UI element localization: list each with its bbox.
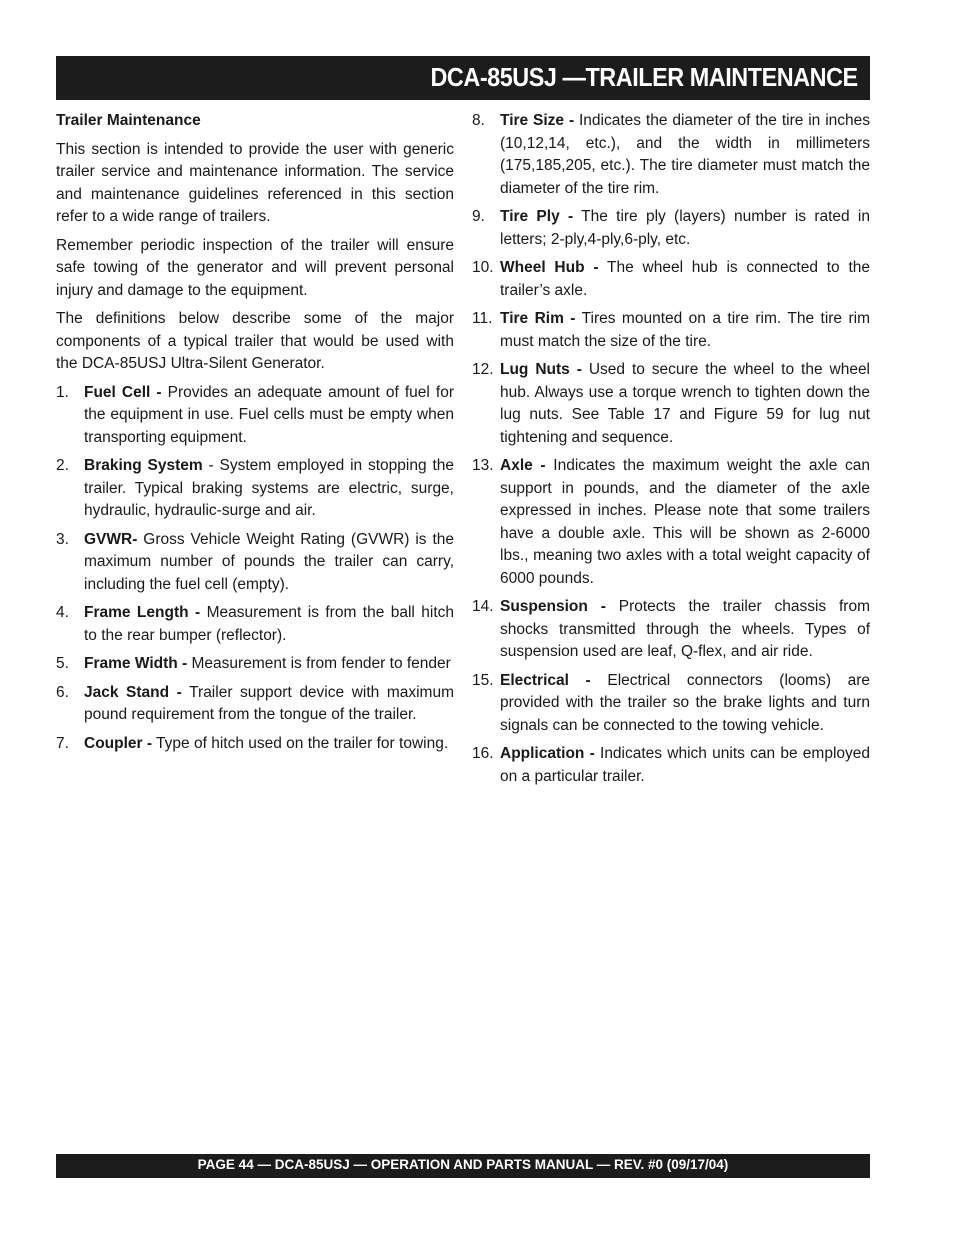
item-text: Indicates which units can be employed on a particular trailer. (500, 745, 870, 785)
item-body (500, 206, 870, 251)
left-column (56, 110, 454, 761)
item-term: Coupler - (84, 734, 153, 752)
item-number: 10. (472, 259, 494, 276)
item-body (84, 653, 454, 676)
item-text: Measurement is from the ball hitch to the rear bumper (reflector). (84, 604, 455, 644)
item-body (500, 110, 870, 200)
item-number: 5. (56, 655, 69, 672)
list-item (472, 670, 870, 738)
item-number: 12. (472, 361, 494, 378)
item-term: Electrical - (500, 671, 591, 689)
item-number: 8. (472, 112, 485, 129)
item-body (500, 308, 870, 353)
item-text: Tires mounted on a tire rim. The tire rim must match the size of the tire. (500, 310, 870, 350)
item-body (84, 529, 454, 597)
item-term: Tire Size - (500, 112, 575, 129)
list-item (56, 455, 454, 523)
inspection-paragraph: Remember periodic inspection of the trailer will ensure safe towing of the generator and will prevent personal injury and damage to the equipment. (56, 236, 454, 299)
item-term: Axle - (500, 457, 546, 474)
item-body (500, 257, 870, 302)
item-number: 6. (56, 683, 69, 701)
item-text: The wheel hub is connected to the trailer’s axle. (500, 259, 870, 299)
item-body (84, 733, 454, 756)
list-item (472, 743, 870, 788)
item-text: The tire ply (layers) number is rated in letters; 2-ply,4-ply,6-ply, etc. (500, 208, 870, 248)
item-term: Lug Nuts - (500, 361, 582, 378)
item-term: Application - (500, 745, 595, 762)
item-body (500, 455, 870, 590)
item-text: Gross Vehicle Weight Rating (GVWR) is the maximum number of pounds the trailer can carry, including the fuel cell (empty). (84, 530, 454, 593)
item-text: Indicates the diameter of the tire in inches (10,12,14, etc.), and the width in millimeters (175,185,205, etc.). The tire diameter must match the diameter of the tire rim. (500, 112, 870, 197)
list-item (56, 529, 454, 597)
item-number: 7. (56, 734, 69, 752)
item-text: Indicates the maximum weight the axle can support in pounds, and the diameter of the axle expressed in inches. Please note that some trailers have a double axle. This will be shown as 2-6000 lbs., meaning two axles with a total weight capacity of 6000 pounds. (500, 457, 870, 587)
item-term: Jack Stand - (84, 683, 182, 701)
list-item (472, 596, 870, 664)
item-term: Tire Ply - (500, 208, 574, 225)
right-column (472, 110, 870, 794)
item-term: Suspension - (500, 598, 606, 615)
item-body (500, 359, 870, 449)
page-footer-bar (56, 1154, 870, 1178)
item-text: Trailer support device with maximum pound requirement from the tongue of the trailer. (84, 683, 454, 723)
item-text: Measurement is from fender to fender (187, 655, 451, 672)
item-body (500, 670, 870, 738)
list-item (56, 602, 454, 647)
item-text: Provides an adequate amount of fuel for the equipment in use. Fuel cells must be empty when transporting equipment. (84, 383, 454, 446)
item-body (500, 743, 870, 788)
item-number: 11. (472, 310, 493, 327)
item-term: Frame Length - (84, 604, 201, 621)
item-number: 9. (472, 208, 485, 225)
item-term: Fuel Cell - (84, 383, 162, 401)
page-footer: PAGE 44 — DCA-85USJ — OPERATION AND PARTS MANUAL — REV. #0 (09/17/04) (197, 1157, 729, 1172)
item-term: Braking System (84, 457, 203, 474)
item-number: 13. (472, 457, 494, 474)
list-item (56, 682, 454, 727)
item-body (500, 596, 870, 664)
item-body (84, 382, 454, 450)
item-number: 2. (56, 457, 69, 474)
item-number: 15. (472, 671, 494, 689)
page-title: DCA-85USJ —TRAILER MAINTENANCE (430, 62, 858, 92)
item-number: 3. (56, 530, 69, 548)
list-item (472, 359, 870, 449)
list-item (472, 455, 870, 590)
item-text: - System employed in stopping the trailer. Typical braking systems are electric, surge, hydraulic, hydraulic-surge and air. (84, 457, 454, 519)
item-text: Type of hitch used on the trailer for towing. (152, 734, 449, 752)
list-item (56, 653, 454, 676)
section-heading: Trailer Maintenance (56, 112, 201, 129)
item-number: 16. (472, 745, 494, 762)
item-term: Tire Rim - (500, 310, 576, 327)
list-item (472, 206, 870, 251)
list-item (56, 733, 454, 756)
item-body (84, 455, 454, 523)
item-term: Frame Width - (84, 655, 188, 672)
item-number: 4. (56, 604, 69, 621)
list-item (472, 308, 870, 353)
item-term: Wheel Hub - (500, 259, 599, 276)
item-term: GVWR- (84, 530, 138, 548)
list-item (56, 382, 454, 450)
item-number: 14. (472, 598, 494, 615)
definitions-paragraph: The definitions below describe some of the major components of a typical trailer that would be used with the DCA-85USJ Ultra-Silent Generator. (56, 310, 454, 372)
item-body (84, 682, 454, 727)
item-body (84, 602, 454, 647)
item-number: 1. (56, 383, 69, 401)
intro-paragraph: This section is intended to provide the user with generic trailer service and maintenance information. The service and maintenance guidelines referenced in this section refer to a wide range of trailers. (56, 140, 454, 225)
item-text: Protects the trailer chassis from shocks transmitted through the wheels. Types of suspension used are leaf, Q-flex, and air ride. (500, 598, 870, 660)
page-header-bar (56, 56, 870, 100)
list-item (472, 110, 870, 200)
item-text: Used to secure the wheel to the wheel hub. Always use a torque wrench to tighten down the lug nuts. See Table 17 and Figure 59 for lug nut tightening and sequence. (500, 361, 871, 446)
item-text: Electrical connectors (looms) are provided with the trailer so the brake lights and turn signals can be connected to the towing vehicle. (500, 671, 871, 734)
list-item (472, 257, 870, 302)
